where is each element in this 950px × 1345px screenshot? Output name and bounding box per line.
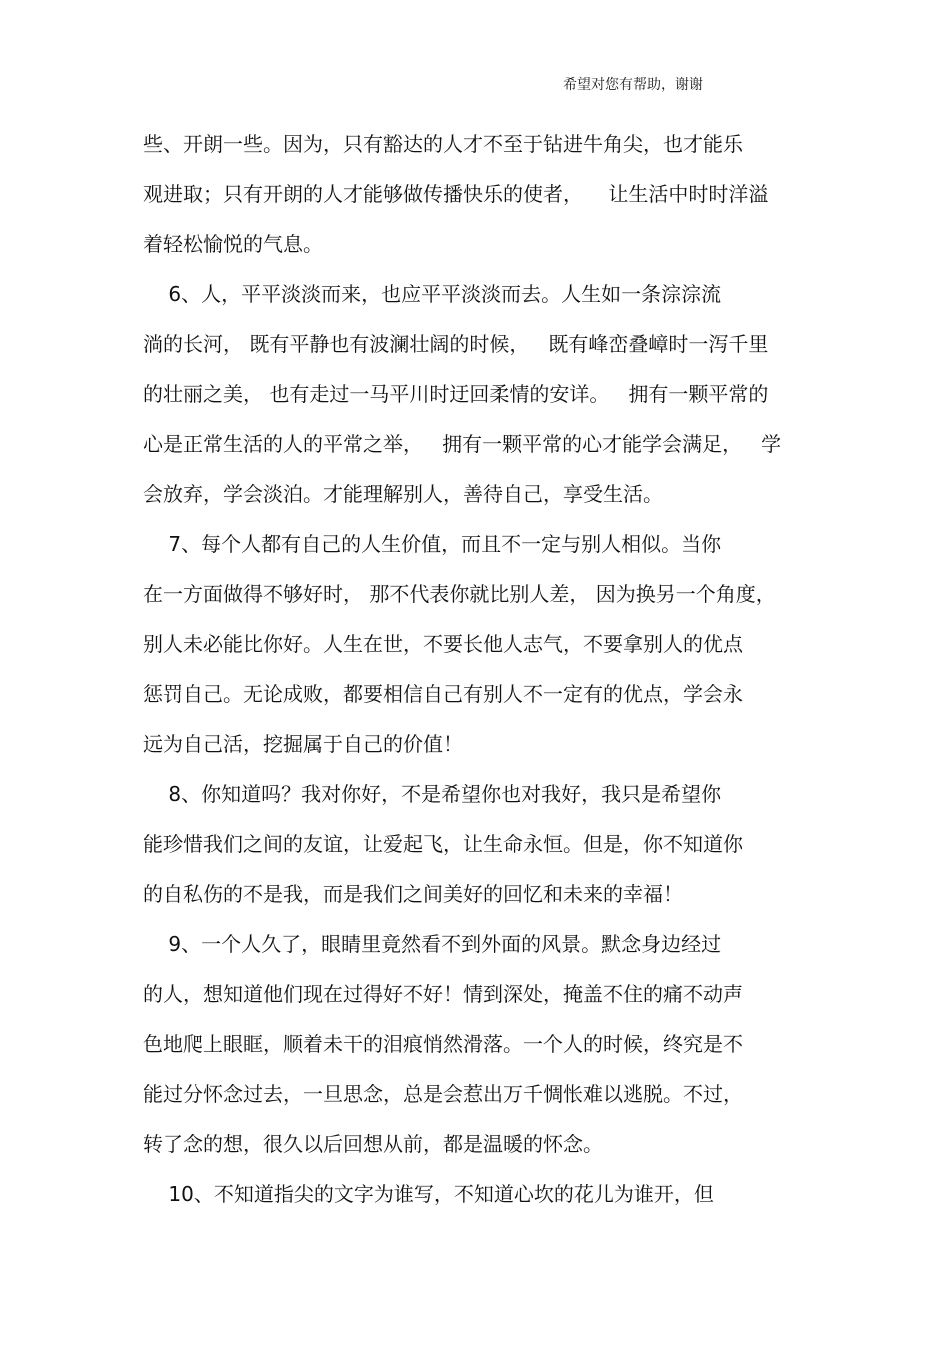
text-line: 着轻松愉悦的气息。 [143, 232, 323, 256]
text-line: 别人未必能比你好。人生在世，不要长他人志气，不要拿别人的优点 [143, 632, 743, 656]
text-line: 的人，想知道他们现在过得好不好！情到深处，掩盖不住的痛不动声 [143, 982, 743, 1006]
text-line: 淌的长河， 既有平静也有波澜壮阔的时候， 既有峰峦叠嶂时一泻千里 [143, 332, 769, 356]
text-line: 8、你知道吗？我对你好，不是希望你也对我好，我只是希望你 [143, 782, 722, 806]
text-line: 会放弃，学会淡泊。才能理解别人，善待自己，享受生活。 [143, 482, 663, 506]
text-line: 能过分怀念过去，一旦思念，总是会惹出万千惆怅难以逃脱。不过， [143, 1082, 743, 1106]
text-line: 观进取；只有开朗的人才能够做传播快乐的使者， 让生活中时时洋溢 [143, 182, 769, 206]
text-line: 能珍惜我们之间的友谊，让爱起飞，让生命永恒。但是，你不知道你 [143, 832, 743, 856]
text-line: 的壮丽之美， 也有走过一马平川时迂回柔情的安详。 拥有一颗平常的 [143, 382, 769, 406]
text-line: 转了念的想，很久以后回想从前，都是温暖的怀念。 [143, 1132, 603, 1156]
text-line: 惩罚自己。无论成败，都要相信自己有别人不一定有的优点，学会永 [143, 682, 743, 706]
text-line: 心是正常生活的人的平常之举， 拥有一颗平常的心才能学会满足， 学 [143, 432, 782, 456]
text-line: 在一方面做得不够好时， 那不代表你就比别人差， 因为换另一个角度， [143, 582, 776, 606]
text-line: 的自私伤的不是我，而是我们之间美好的回忆和未来的幸福！ [143, 882, 683, 906]
text-line: 7、每个人都有自己的人生价值，而且不一定与别人相似。当你 [143, 532, 722, 556]
text-line: 9、一个人久了，眼睛里竟然看不到外面的风景。默念身边经过 [143, 932, 722, 956]
text-line: 些、开朗一些。因为，只有豁达的人才不至于钻进牛角尖，也才能乐 [143, 132, 743, 156]
header-note: 希望对您有帮助，谢谢 [563, 77, 703, 93]
text-line: 色地爬上眼眶，顺着未干的泪痕悄然滑落。一个人的时候，终究是不 [143, 1032, 743, 1056]
text-line: 6、人，平平淡淡而来，也应平平淡淡而去。人生如一条淙淙流 [143, 282, 722, 306]
text-line: 远为自己活，挖掘属于自己的价值！ [143, 732, 463, 756]
text-line: 10、不知道指尖的文字为谁写，不知道心坎的花儿为谁开，但 [143, 1182, 714, 1206]
